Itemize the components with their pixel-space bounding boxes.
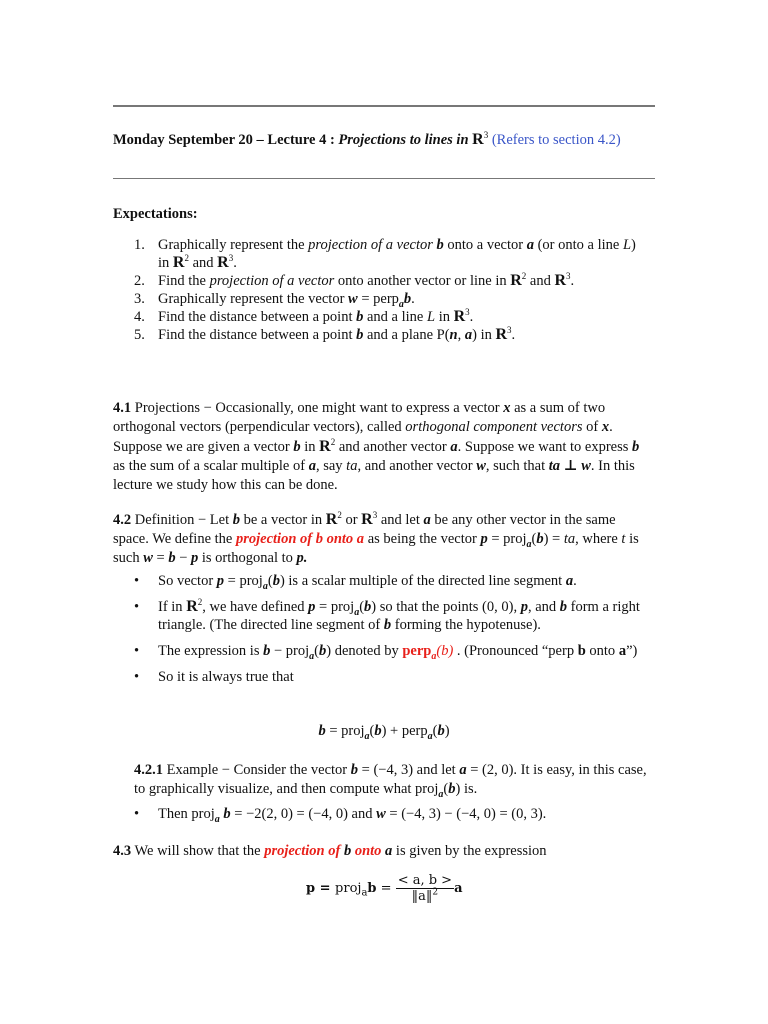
section-4-2: 4.2 Definition − Let b be a vector in $R^2$ or $R^3$ and let a be any other vector in the same space. We define the projection of b onto a as being the vector p = proj$_a$(b) = ta, where t is such w = b − p is orthogonal to p. [113,510,639,566]
list-item: • Then proj$_a$ b = −2(2, 0) = (−4, 0) and w = (−4, 3) − (−4, 0) = (0, 3). [134,806,547,825]
list-item: 3. Graphically represent the vector w = perp$_a$b. [134,291,415,310]
list-item: in $R^2$ and $R^3$. [158,253,237,271]
list-item: 1. Graphically represent the projection of a vector b onto a vector a (or onto a line L) [134,237,636,253]
list-item: 4. Find the distance between a point b and a line L in $R^3$. [134,307,474,325]
list-item: 5. Find the distance between a point b and a plane P(n, a) in $R^3$. [134,325,516,343]
list-item: 2. Find the projection of a vector onto another vector or line in $R^2$ and $R^3$. [134,271,575,289]
projection-formula: p = proj$_a$b = $\frac{< a, b >}{‖a‖^2}$ a [306,873,463,904]
expectations-list [113,236,673,344]
projection-highlight: projection of b onto a [264,843,393,859]
section-4-3: 4.3 We will show that the projection of b onto a is given by the expression [113,843,547,859]
projection-fraction: $\frac{< a, b >}{‖a‖^2}$ [397,873,453,904]
decomposition-equation: b = proj$_a$(b) + perp$_a$(b) [318,723,450,742]
section-reference: (Refers to section 4.2) [491,132,621,148]
top-rule [113,105,655,107]
section-4-2-1: 4.2.1 Example − Consider the vector b = (−4, 3) and let a = (2, 0). It is easy, in this case, to graphically visualize, and then compute what proj$_a$(b) is. [134,762,647,800]
expectations-heading: Expectations: [113,206,198,222]
header-rule [113,178,655,179]
example-bullets [134,805,654,823]
lecture-header: Monday September 20 – Lecture 4 : Projections to lines in $R^3$ (Refers to section 4.2) [113,130,621,148]
projection-definition-highlight: projection of b onto a [235,531,365,547]
definition-bullets [134,572,654,686]
list-item: • If in $R^2$, we have defined p = proj$_a$(b) so that the points (0, 0), p, and b form a right triangle. (The directed line segment of b forming the hypotenuse). [134,597,640,633]
list-item: • So vector p = proj$_a$(b) is a scalar multiple of the directed line segment a. [134,573,577,592]
perp-highlight: perp$_a$(b) [402,643,454,662]
list-item: • The expression is b − proj$_a$(b) denoted by perp$_a$(b) . (Pronounced “perp b onto a”) [134,643,638,662]
list-item: • So it is always true that [134,669,294,685]
section-4-1: 4.1 Projections − Occasionally, one might want to express a vector x as a sum of two orthogonal vectors (perpendicular vectors), called orthogonal component vectors of x. Suppose we are given a vector b in $R^2$ and another vector a. Suppose we want to express b as the sum of a scalar multiple of a, say ta, and another vector w, such that ta ⊥ w. In this lecture we study how this can be done. [113,400,640,493]
